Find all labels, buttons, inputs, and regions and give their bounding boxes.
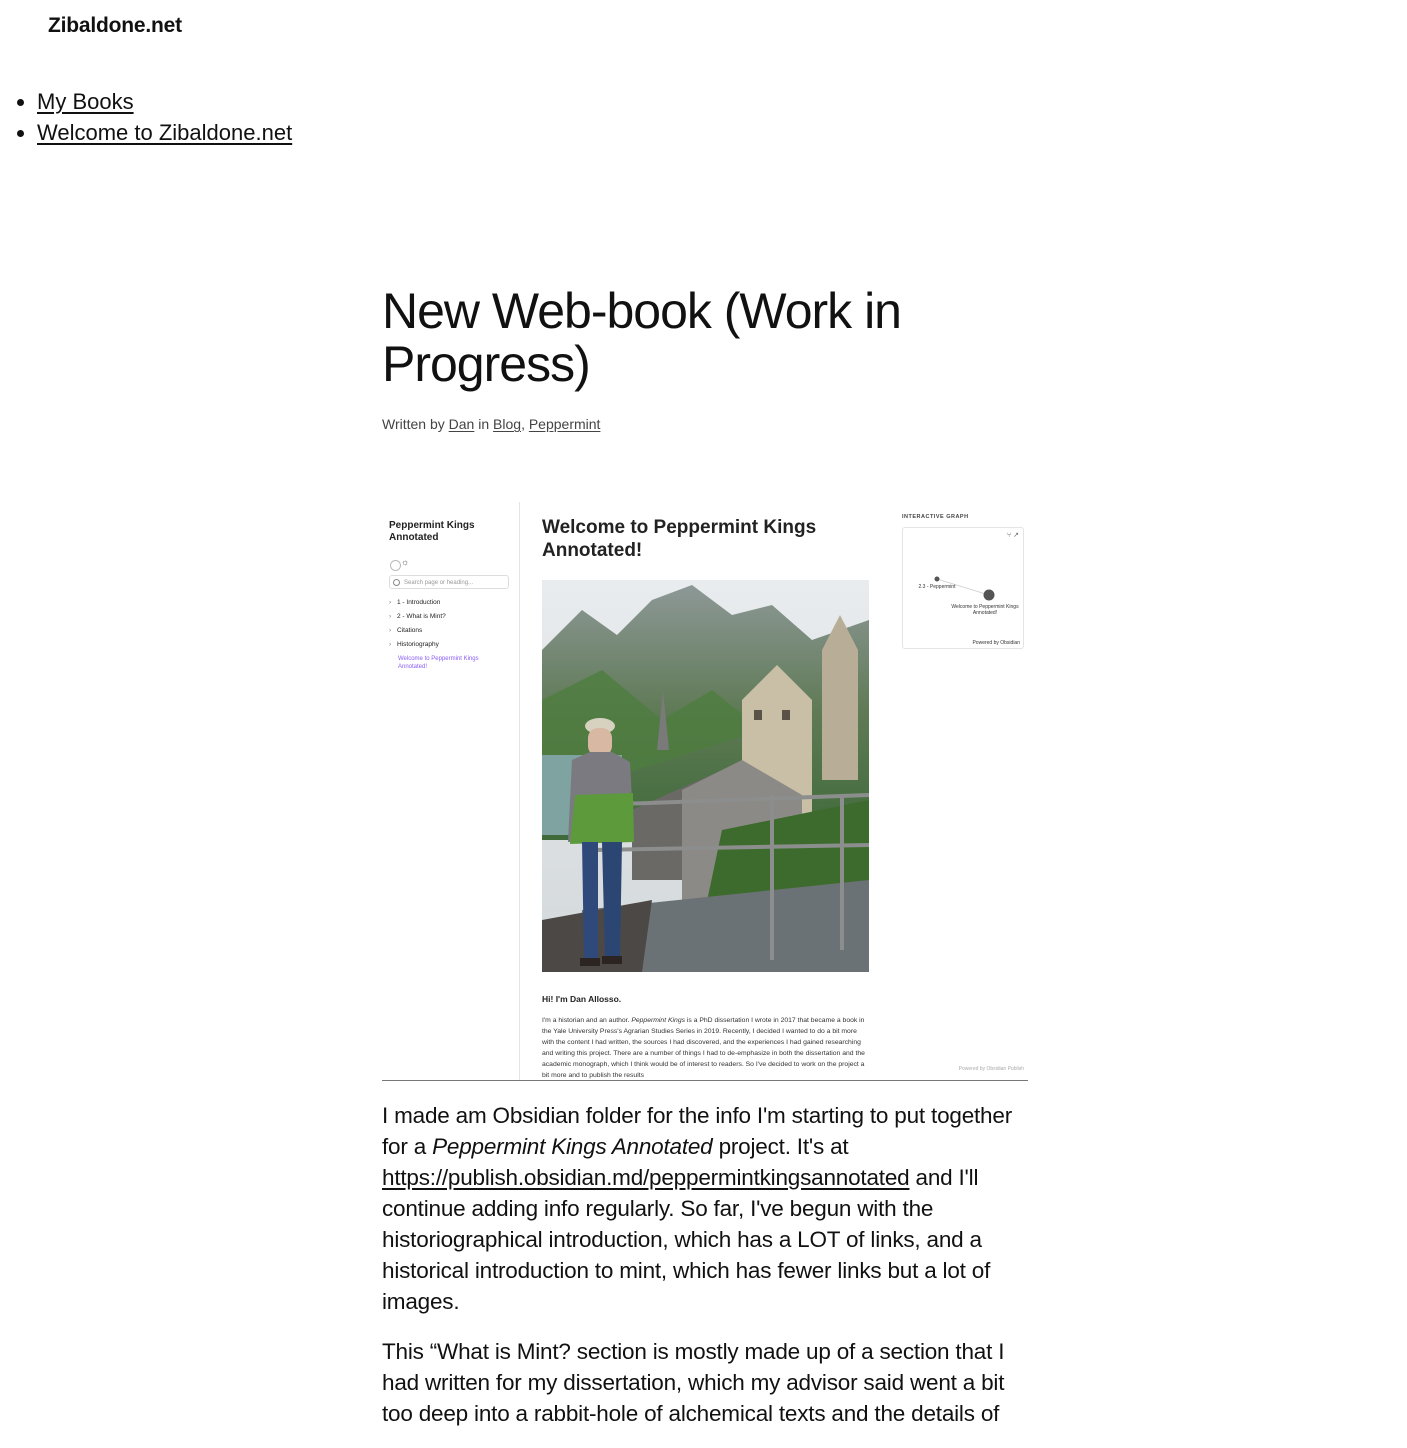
powered-by-publish: Powered by Obsidian Publish xyxy=(958,1066,1024,1072)
graph-powered: Powered by Obsidian xyxy=(972,640,1020,646)
paragraph: This “What is Mint? section is mostly made up of a section that I had written for my dissertation, which my advisor said went a bit too deep into a rabbit-hole of alchemical texts and the details of xyxy=(382,1339,1005,1426)
paragraph-text: I made am Obsidian folder for the info I'm starting to put together for a xyxy=(382,1103,1012,1159)
byline-in: in xyxy=(478,416,490,432)
post-title: New Web-book (Work in Progress) xyxy=(382,283,901,392)
graph-node xyxy=(984,590,995,601)
embedded-body xyxy=(542,1015,870,1081)
embedded-nav-label: Historiography xyxy=(397,641,439,648)
embedded-nav-item xyxy=(389,612,446,626)
embedded-sidebar xyxy=(382,502,520,1080)
byline-separator: , xyxy=(521,416,525,432)
paragraph-text: project. It's at xyxy=(718,1134,849,1159)
chevron-right-icon: › xyxy=(389,641,392,648)
embedded-nav-current: Welcome to Peppermint Kings Annotated! xyxy=(398,656,479,670)
embedded-search-placeholder: Search page or heading... xyxy=(404,580,474,586)
featured-image xyxy=(382,502,1028,1081)
embedded-nav-item xyxy=(389,626,446,640)
graph-node-label: Welcome to Peppermint Kings Annotated! xyxy=(951,604,1019,616)
nav-item xyxy=(37,117,292,148)
nav-link-my-books[interactable]: My Books xyxy=(37,89,134,114)
byline-prefix: Written by xyxy=(382,416,445,432)
embedded-search xyxy=(389,575,509,589)
embedded-main xyxy=(542,502,872,1080)
interactive-graph xyxy=(902,527,1024,649)
embedded-page-title: Welcome to Peppermint Kings Annotated! xyxy=(542,517,817,561)
theme-toggle-icon xyxy=(390,560,401,571)
embedded-body-text: I'm a historian and an author. xyxy=(542,1017,630,1024)
obsidian-publish-link[interactable]: https://publish.obsidian.md/peppermintkingsannotated xyxy=(382,1165,910,1190)
chevron-right-icon: › xyxy=(389,599,392,606)
embedded-nav-label: 2 - What is Mint? xyxy=(397,613,446,620)
paragraph-em: Peppermint Kings Annotated xyxy=(432,1134,713,1159)
embedded-nav-label: 1 - Introduction xyxy=(397,599,441,606)
paragraph xyxy=(382,1100,1028,1317)
site-nav xyxy=(0,86,292,148)
author-link[interactable]: Dan xyxy=(448,416,475,432)
search-icon xyxy=(393,579,400,586)
site-title[interactable]: Zibaldone.net xyxy=(48,14,182,37)
mountain-photo-drawing xyxy=(542,580,869,972)
category-link-blog[interactable]: Blog xyxy=(493,416,522,432)
embedded-nav-label: Citations xyxy=(397,627,423,634)
embedded-body-em: Peppermint Kings xyxy=(631,1017,685,1024)
paragraph-text: and I'll continue adding info regularly. So far, I've begun with the historiographical introduction, which has a LOT of links, and a historical introduction to mint, which has fewer links but a lot of images. xyxy=(382,1165,991,1314)
article-header xyxy=(382,285,1028,432)
graph-node-label: 2.3 - Peppermint xyxy=(918,584,956,590)
embedded-nav-list xyxy=(389,598,446,654)
embedded-heading: Hi! I'm Dan Allosso. xyxy=(542,994,622,1004)
byline xyxy=(382,416,1028,432)
chevron-right-icon: › xyxy=(389,627,392,634)
post-content xyxy=(382,1100,1028,1448)
nav-link-welcome[interactable]: Welcome to Zibaldone.net xyxy=(37,120,293,145)
embedded-site-title: Peppermint Kings Annotated xyxy=(389,520,475,543)
graph-label: INTERACTIVE GRAPH xyxy=(902,514,969,520)
category-link-peppermint[interactable]: Peppermint xyxy=(528,416,601,432)
mountain-photo xyxy=(542,580,869,972)
nav-item xyxy=(37,86,292,117)
embedded-body-text: is a PhD dissertation I wrote in 2017 that became a book in the Yale University Press's Agrarian Studies Series in 2019. Recently, I decided I wanted to do a bit more with the content I had written, the sources I had discovered, and the experiences I had gained researching and writing this project. There are a number of things I had to de-emphasize in both the dissertation and the academic monograph, which I think would be of interest to readers. So I've decided to work on the project a bit more and to publish the results xyxy=(542,1017,865,1079)
graph-controls-icon: ⑂ ↗ xyxy=(1006,532,1019,539)
embedded-nav-item xyxy=(389,640,446,654)
sun-icon: ☼ xyxy=(401,557,410,567)
embedded-nav-item xyxy=(389,598,446,612)
chevron-right-icon: › xyxy=(389,613,392,620)
graph-node xyxy=(935,577,940,582)
